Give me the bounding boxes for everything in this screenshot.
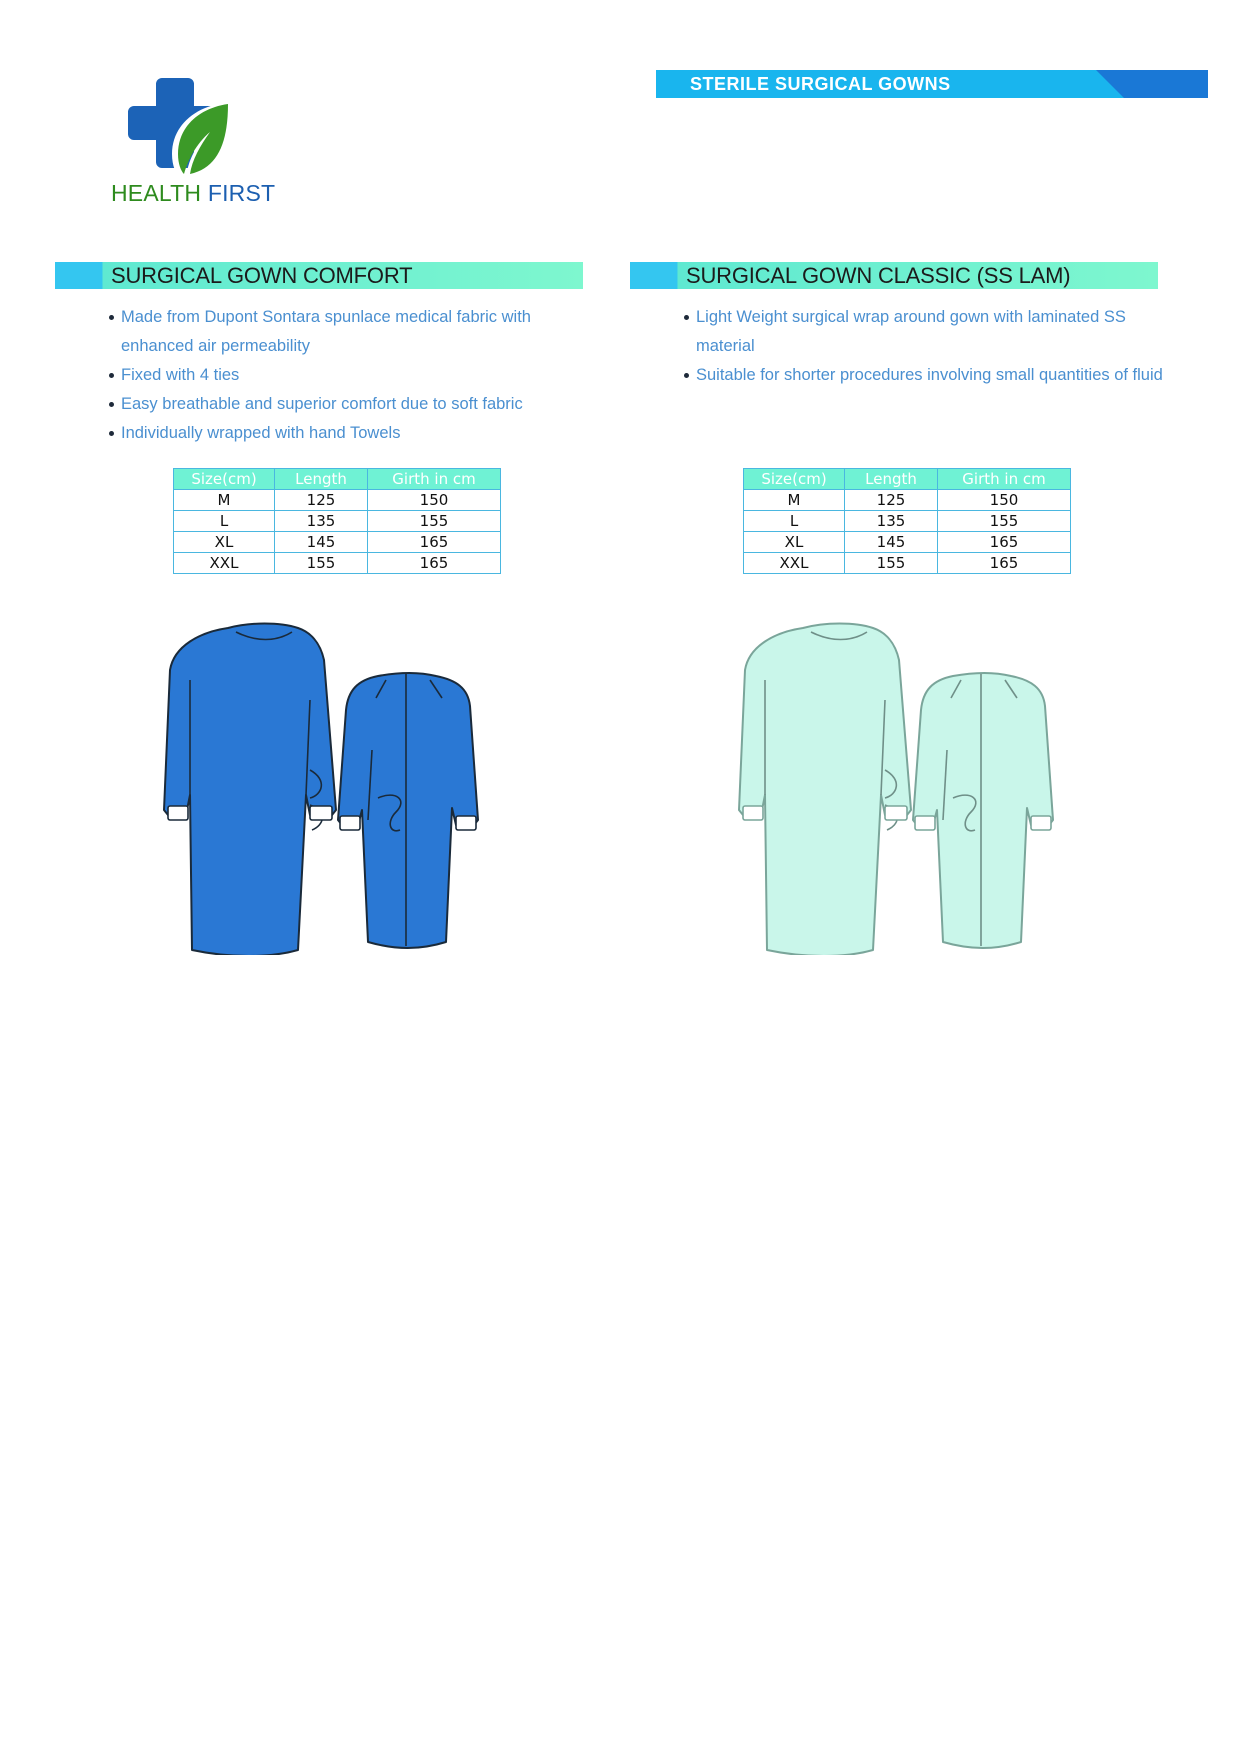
table-cell: XXL <box>174 553 275 574</box>
feature-list <box>55 303 583 448</box>
product-header <box>55 262 583 289</box>
product-section-comfort <box>55 262 583 448</box>
column-header: Size(cm) <box>174 469 275 490</box>
feature-item: Light Weight surgical wrap around gown with laminated SS material <box>684 303 1176 361</box>
table-cell: 155 <box>938 511 1071 532</box>
table-cell: M <box>744 490 845 511</box>
brand-logo <box>108 74 278 214</box>
column-header: Girth in cm <box>938 469 1071 490</box>
table-cell: 150 <box>368 490 501 511</box>
table-cell: 145 <box>845 532 938 553</box>
table-cell: 165 <box>368 532 501 553</box>
table-cell: 165 <box>368 553 501 574</box>
table-cell: XL <box>174 532 275 553</box>
table-cell: 125 <box>845 490 938 511</box>
table-cell: XXL <box>744 553 845 574</box>
table-cell: L <box>174 511 275 532</box>
column-header: Length <box>845 469 938 490</box>
product-title: SURGICAL GOWN CLASSIC (SS LAM) <box>686 263 1071 288</box>
table-cell: 155 <box>368 511 501 532</box>
product-section-classic <box>630 262 1163 390</box>
table-row <box>744 532 1071 553</box>
table-cell: 125 <box>275 490 368 511</box>
feature-item: Fixed with 4 ties <box>109 361 601 390</box>
feature-list <box>630 303 1163 390</box>
table-row <box>174 532 501 553</box>
feature-item: Individually wrapped with hand Towels <box>109 419 601 448</box>
table-cell: 150 <box>938 490 1071 511</box>
product-header <box>630 262 1158 289</box>
table-row <box>744 553 1071 574</box>
table-cell: M <box>174 490 275 511</box>
table-row <box>174 490 501 511</box>
brand-name-part1: HEALTH <box>111 180 202 206</box>
feature-item: Suitable for shorter procedures involving small quantities of fluid <box>684 361 1176 390</box>
size-table-classic <box>743 468 1071 574</box>
table-row <box>744 511 1071 532</box>
column-header: Length <box>275 469 368 490</box>
table-row <box>174 511 501 532</box>
table-row <box>174 553 501 574</box>
table-row <box>744 490 1071 511</box>
feature-item: Easy breathable and superior comfort due to soft fabric <box>109 390 601 419</box>
table-header-row <box>174 469 501 490</box>
table-cell: 165 <box>938 553 1071 574</box>
column-header: Girth in cm <box>368 469 501 490</box>
size-table-comfort <box>173 468 501 574</box>
table-cell: 145 <box>275 532 368 553</box>
category-banner-label: STERILE SURGICAL GOWNS <box>690 74 951 94</box>
column-header: Size(cm) <box>744 469 845 490</box>
table-cell: 155 <box>275 553 368 574</box>
table-cell: 135 <box>845 511 938 532</box>
table-cell: XL <box>744 532 845 553</box>
table-header-row <box>744 469 1071 490</box>
feature-item: Made from Dupont Sontara spunlace medical fabric with enhanced air permeability <box>109 303 601 361</box>
table-cell: 165 <box>938 532 1071 553</box>
category-banner <box>656 70 1208 98</box>
product-title: SURGICAL GOWN COMFORT <box>111 263 413 288</box>
surgical-gown-illustration-mint <box>735 620 1105 955</box>
brand-name-part2: FIRST <box>207 180 276 206</box>
cross-leaf-icon <box>128 74 238 184</box>
surgical-gown-illustration-blue <box>160 620 530 955</box>
table-cell: 135 <box>275 511 368 532</box>
table-cell: 155 <box>845 553 938 574</box>
brand-name <box>111 180 275 207</box>
table-cell: L <box>744 511 845 532</box>
